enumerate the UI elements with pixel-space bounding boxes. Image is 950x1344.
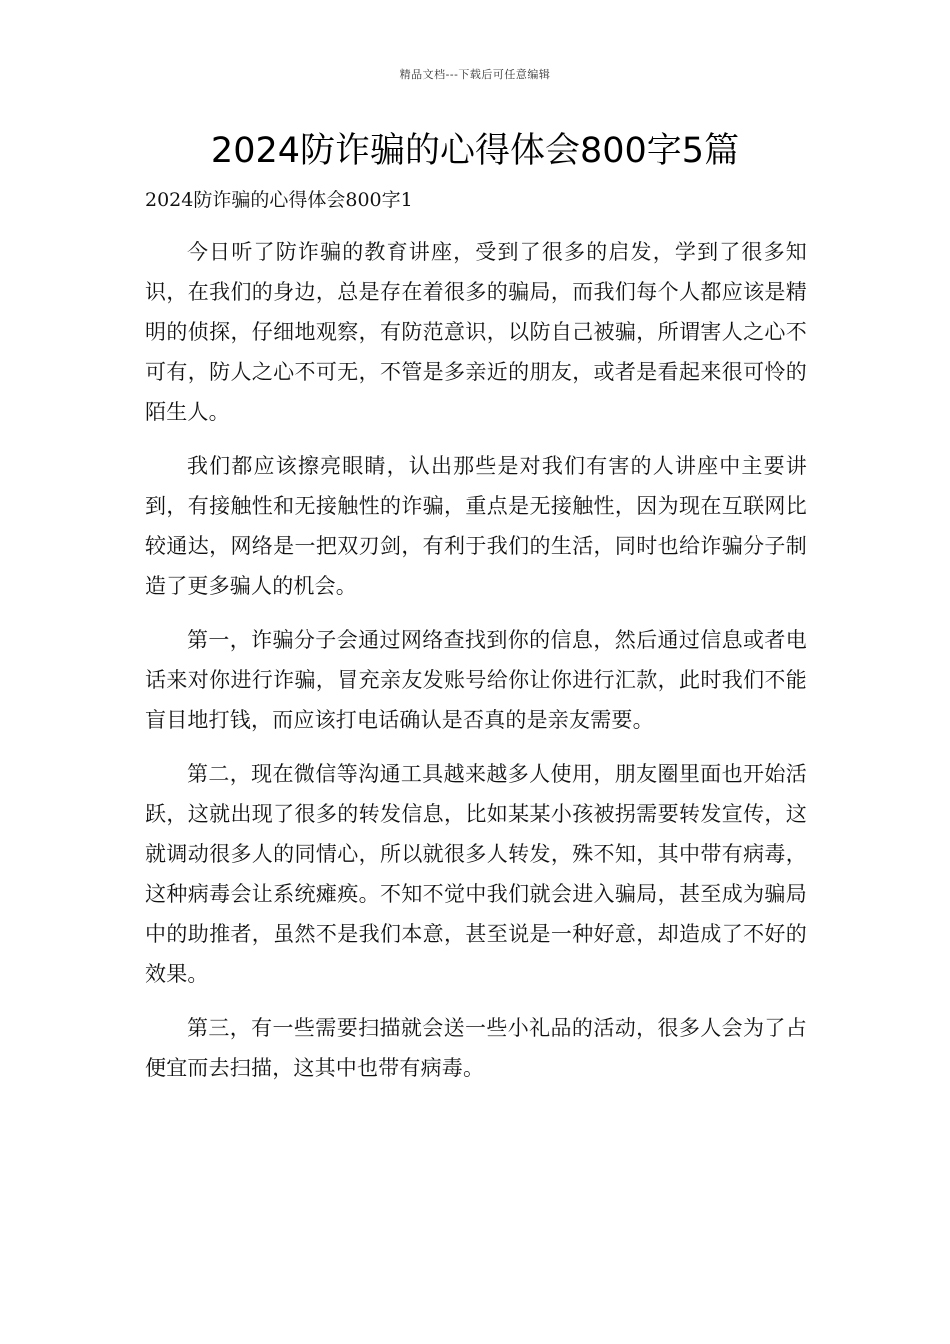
document-body	[145, 232, 807, 1102]
page-title: 2024防诈骗的心得体会800字5篇	[210, 131, 740, 171]
paragraph-3: 第一，诈骗分子会通过网络查找到你的信息，然后通过信息或者电话来对你进行诈骗，冒充亲友发账号给你让你进行汇款，此时我们不能盲目地打钱，而应该打电话确认是否真的是亲友需要。	[145, 628, 807, 732]
paragraph-5: 第三，有一些需要扫描就会送一些小礼品的活动，很多人会为了占便宜而去扫描，这其中也带有病毒。	[145, 1016, 807, 1080]
paragraph-4: 第二，现在微信等沟通工具越来越多人使用，朋友圈里面也开始活跃，这就出现了很多的转发信息，比如某某小孩被拐需要转发宣传，这就调动很多人的同情心，所以就很多人转发，殊不知，其中带有病毒，这种病毒会让系统瘫痪。不知不觉中我们就会进入骗局，甚至成为骗局中的助推者，虽然不是我们本意，甚至说是一种好意，却造成了不好的效果。	[145, 762, 807, 986]
section-subtitle: 2024防诈骗的心得体会800字1	[145, 189, 413, 211]
paragraph-2: 我们都应该擦亮眼睛，认出那些是对我们有害的人讲座中主要讲到，有接触性和无接触性的诈骗，重点是无接触性，因为现在互联网比较通达，网络是一把双刃剑，有利于我们的生活，同时也给诈骗分子制造了更多骗人的机会。	[145, 454, 807, 598]
paragraph-1: 今日听了防诈骗的教育讲座，受到了很多的启发，学到了很多知识，在我们的身边，总是存在着很多的骗局，而我们每个人都应该是精明的侦探，仔细地观察，有防范意识，以防自己被骗，所谓害人之心不可有，防人之心不可无，不管是多亲近的朋友，或者是看起来很可怜的陌生人。	[145, 240, 807, 424]
header-note: 精品文档---下载后可任意编辑	[399, 68, 551, 81]
